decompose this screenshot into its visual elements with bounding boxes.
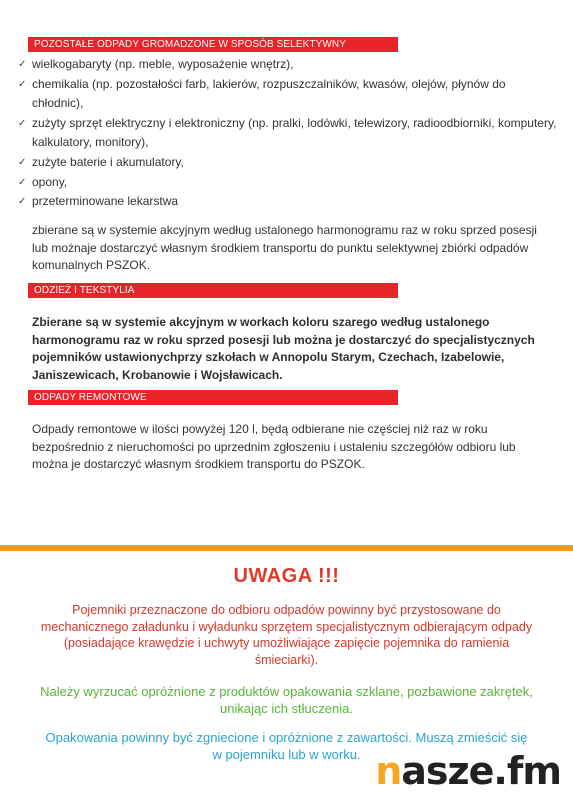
- list-item: [18, 75, 558, 114]
- section-header-clothes: ODZIEŻ I TEKSTYLIA: [28, 283, 398, 298]
- list-item-text: zużyty sprzęt elektryczny i elektroniczny (np. pralki, lodówki, telewizory, radioodbiorniki, komputery, kalkulatory, monitory),: [32, 115, 557, 150]
- list-item: [18, 114, 558, 153]
- list-item-text: wielkogabaryty (np. meble, wyposażenie wnętrz),: [32, 57, 294, 71]
- logo-rest: asze.fm: [401, 749, 561, 793]
- notice-green-text: Należy wyrzucać opróżnione z produktów opakowania szklane, pozbawione zakrętek, unikając ich stłuczenia.: [40, 684, 533, 716]
- site-logo[interactable]: [375, 749, 561, 793]
- list-item-text: zużyte baterie i akumulatory,: [32, 154, 184, 169]
- selective-items-list: [18, 55, 558, 212]
- check-icon: ✓: [18, 176, 27, 188]
- notice-red-text: Pojemniki przeznaczone do odbioru odpadów powinny być przystosowane do mechanicznego załadunku i wyładunku sprzętem specjalistycznym odbierającym odpady (posiadające krawędzie i uchwyty umożliwiające zapięcie pojemnika do ramienia śmieciarki).: [40, 603, 533, 667]
- check-icon: ✓: [18, 196, 27, 208]
- section-header-selective: POZOSTAŁE ODPADY GROMADZONE W SPOSÓB SELEKTYWNY: [28, 37, 398, 52]
- list-item-text: opony,: [32, 174, 68, 189]
- check-icon: ✓: [18, 156, 27, 168]
- orange-divider: [0, 545, 573, 551]
- check-icon: ✓: [18, 78, 27, 90]
- clothes-description: Zbierane są w systemie akcyjnym w workach koloru szarego według ustalonego harmonogramu raz w roku sprzed posesji lub można je dostarczyć do specjalistycznych pojemników ustawionychprzy szkołach w Annopolu Starym, Czechach, Izabelowie, Janiszewicach, Krobanowie i Wojsławicach.: [32, 315, 535, 382]
- selective-description: zbierane są w systemie akcyjnym według ustalonego harmonogramu raz w roku sprzed posesji lub możnaje dostarczyć własnym środkiem transportu do punktu selektywnej zbiórki odpadów komunalnych PSZOK.: [32, 223, 537, 272]
- notice-blue-text: Opakowania powinny być zgniecione i opróżnione z zawartości. Muszą zmieścić się w pojemniku lub w worku.: [45, 730, 528, 762]
- list-item: [18, 55, 558, 75]
- list-item: [18, 192, 558, 212]
- check-icon: ✓: [18, 117, 27, 129]
- logo-first-letter: n: [375, 749, 402, 793]
- list-item: [18, 153, 558, 173]
- list-item-text: chemikalia (np. pozostałości farb, lakierów, rozpuszczalników, kwasów, olejów, płynów do chłodnic),: [32, 76, 506, 111]
- list-item-text: przeterminowane lekarstwa: [32, 194, 179, 209]
- renovation-description: Odpady remontowe w ilości powyżej 120 l, będą odbierane nie częściej niż raz w roku bezpośrednio z nieruchomości po uprzednim zgłoszeniu i ustaleniu szczegółów odbioru lub można je dostarczyć własnym środkiem transportu do PSZOK.: [32, 422, 516, 471]
- section-header-renovation: ODPADY REMONTOWE: [28, 390, 398, 405]
- check-icon: ✓: [18, 59, 27, 70]
- list-item: [18, 173, 558, 193]
- notice-title: UWAGA !!!: [233, 565, 340, 587]
